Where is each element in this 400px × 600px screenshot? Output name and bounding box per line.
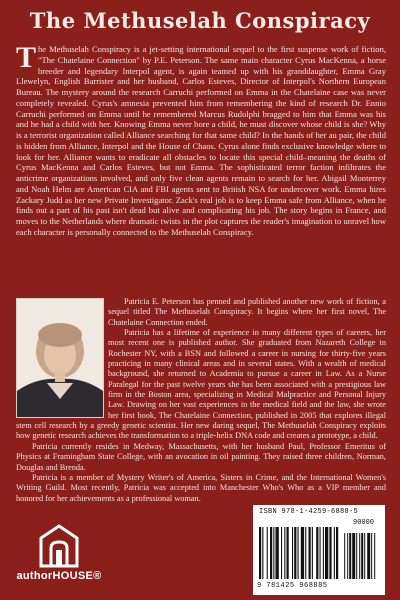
isbn-text: ISBN 978-1-4259-6888-5 <box>259 508 359 516</box>
bio-paragraph: Patricia currently resides in Medway, Massachusetts, with her husband Paul, Professor Emeritus of Physics at Framingham State College, with an avocation in oil painting. They raised three children, Norman, Douglas and Brenda. <box>16 441 386 472</box>
barcode-icon <box>259 527 379 581</box>
publisher-logo <box>14 524 104 590</box>
author-bio <box>16 297 386 504</box>
book-title: The Methuselah Conspiracy <box>29 8 371 33</box>
price-code: 90000 <box>353 519 375 527</box>
barcode-box <box>253 505 385 595</box>
barcode-digits: 9 781425 968885 <box>257 582 328 590</box>
synopsis <box>16 41 386 238</box>
bio-paragraph: Patricia is a member of Mystery Writer's of America, Sisters in Crime, and the International Women's Writing Guild. Most recently, Patricia was accepted into Manchester Who's Who as a VIP member and honored for her achievements as a professional woman. <box>16 472 386 503</box>
synopsis-text: he Methuselah Conspiracy is a jet-setting international sequel to the first suspense work of fiction, "The Chatelaine Connection" by P.E. Peterson. The same main character Cyrus MacKenna, a horse breeder and legendary Interpol agent, is again teamed up with his granddaughter, Emma Gray Llewelyn, English Barrister and her husband, Carlos Esteves, Director of Interpol's Northern European Bureau. The mystery around the research Carruchi performed on Emma in the Chatelaine case was never completely revealed. Cyrus's amnesia prevented him from remembering the kind of research Dr. Ennio Carruchi performed on Emma until he remembered Marcus Rudolphi bragged to him that Emma was his and he had a child with her. Knowing Emma never bore a child, he must discover whose child is she? Why is a terrorist organization called Alliance searching for that same child? In the hands of her au pair, the child is hidden from Alliance, Interpol and the House of Chaos. Cyrus alone finds exclusive knowledge where to look for her. Alliance wants to eradicate all obstacles to locate this special child–meaning the deaths of Cyrus MacKenna and Carlos Esteves, but not Emma. The sophisticated terror faction infiltrates the anticrime organizations involved, and only five clean agents remain to search for her. Abigail Monterrey and Noah Helm are American CIA and FBI agents sent to British NSA for undercover work. Emma hires Zackary Judd as her new Private Investigator. Zack's real job is to keep Emma safe from Alliance, when he finds out a part of his past isn't dead but alive and complicating his job. The story begins in France, and moves to the Netherlands where dramatic twists in the plot captures the reader's imagination to unravel how each character is personally connected to the Methuselah Conspiracy. <box>16 44 386 237</box>
house-icon <box>39 524 79 568</box>
bio-paragraph: Patricia has a lifetime of experience in many different types of careers, her most recent one is published author. She graduated from Nazareth College in Rochester NY, with a BSN and followed a career in nursing for thirty-five years practicing in many clinical areas and in several states. With a wealth of medical background, she returned to Academia to pursue a career in Law. As a Nurse Paralegal for the past twelve years she has been associated with a prestigious law firm in the Boston area, specializing in Medical Malpractice and Personal Injury Law. Drawing on her vast experiences in the medical field and the law, she wrote her first book, The Chatelaine Connection, published in 2005 that explores illegal stem cell research by a greedy genetic scientist. Her new daring sequel, The Methuselah Conspiracy exploits how genetic research achieves the transformation to a triple-helix DNA code and creates a prototype, a child. <box>16 328 386 441</box>
bio-paragraph: Patricia E. Peterson has penned and published another new work of fiction, a sequel titled The Methuselah Conspiracy. It begins where her first novel, The Chatelaine Connection ended. <box>108 297 386 327</box>
synopsis-dropcap: T <box>16 41 37 74</box>
publisher-name: authorHOUSE® <box>16 570 102 582</box>
